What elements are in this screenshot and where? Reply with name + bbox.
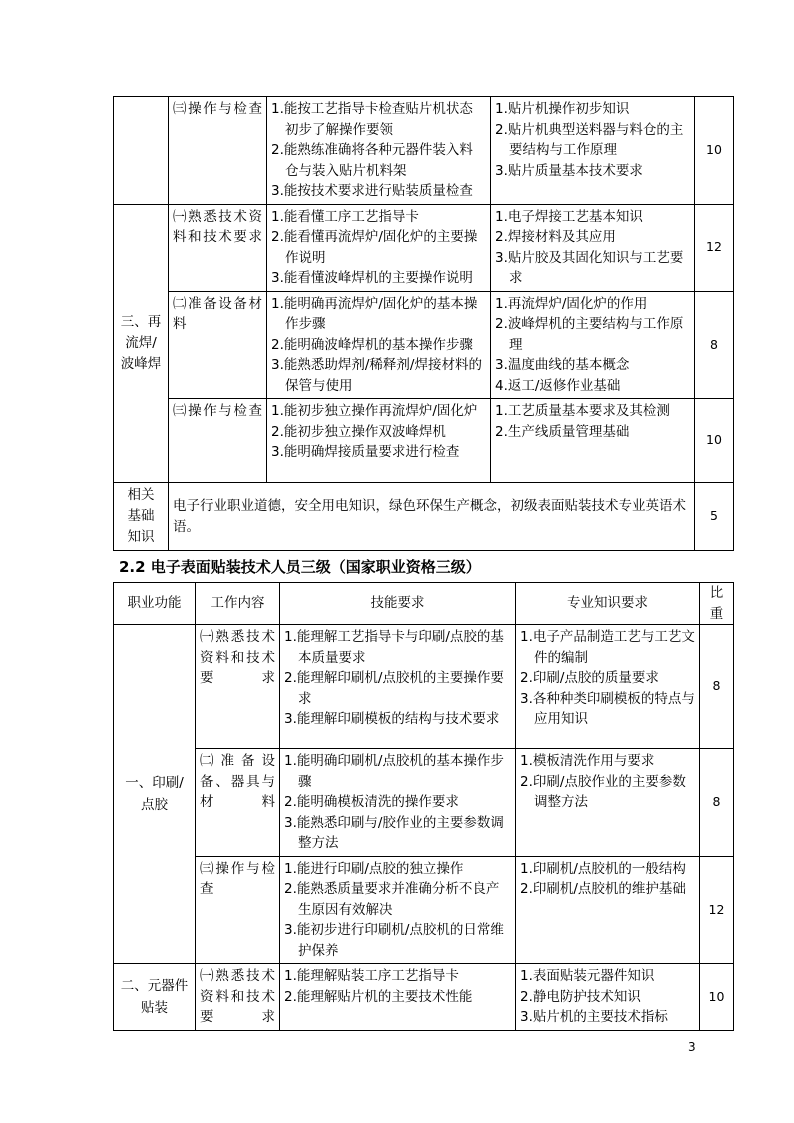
related-knowledge-label: 相关基础知识 xyxy=(114,483,169,551)
skill-item: 1.能明确再流焊炉/固化炉的基本操作步骤 xyxy=(271,295,478,332)
knowledge-item: 3.贴片机的主要技术指标 xyxy=(520,1009,668,1025)
table-row xyxy=(114,291,734,399)
knowledge-cell xyxy=(516,964,700,1031)
section-heading: 2.2 电子表面贴装技术人员三级（国家职业资格三级） xyxy=(119,558,481,576)
table-row xyxy=(114,856,734,964)
work-content-cell: ㈢操作与检查 xyxy=(196,856,280,964)
function-cell: 三、再流焊/波峰焊 xyxy=(114,204,169,483)
knowledge-item: 1.电子产品制造工艺与工艺文件的编制 xyxy=(520,629,695,666)
table-row xyxy=(114,97,734,205)
work-content-cell: ㈠熟悉技术资料和技术要求 xyxy=(169,204,267,291)
weight-cell: 8 xyxy=(695,291,734,399)
table-row xyxy=(114,749,734,857)
skill-item: 1.能明确印刷机/点胶机的基本操作步骤 xyxy=(284,753,504,790)
knowledge-item: 1.电子焊接工艺基本知识 xyxy=(495,208,643,225)
header-content: 工作内容 xyxy=(196,583,280,625)
skill-item: 1.能初步独立操作再流焊炉/固化炉 xyxy=(271,403,478,419)
skills-cell xyxy=(267,204,491,291)
knowledge-cell xyxy=(516,856,700,964)
weight-cell: 8 xyxy=(700,749,734,857)
skills-cell xyxy=(280,964,516,1031)
knowledge-item: 1.再流焊炉/固化炉的作用 xyxy=(495,295,648,312)
knowledge-cell xyxy=(491,204,695,291)
work-content-cell: ㈠熟悉技术资料和技术要求 xyxy=(196,625,280,749)
skill-item: 2.能看懂再流焊炉/固化炉的主要操作说明 xyxy=(271,229,478,266)
knowledge-cell xyxy=(491,399,695,483)
weight-cell: 12 xyxy=(695,204,734,291)
knowledge-item: 2.贴片机典型送料器与料仓的主要结构与工作原理 xyxy=(495,121,684,158)
function-cell: 一、印刷/点胶 xyxy=(114,625,196,964)
knowledge-item: 4.返工/返修作业基础 xyxy=(495,377,621,394)
skill-item: 2.能熟练准确将各种元器件装入料仓与装入贴片机料架 xyxy=(271,142,473,179)
skill-item: 3.能初步进行印刷机/点胶机的日常维护保养 xyxy=(284,922,504,959)
knowledge-cell xyxy=(491,97,695,205)
work-content-cell: ㈡准备设备材料 xyxy=(169,291,267,399)
knowledge-item: 2.焊接材料及其应用 xyxy=(495,229,616,245)
table-header-row xyxy=(114,583,734,625)
work-content-cell: ㈢操作与检查 xyxy=(169,399,267,483)
weight-cell: 10 xyxy=(700,964,734,1031)
knowledge-item: 2.印刷/点胶的质量要求 xyxy=(520,670,659,686)
skills-cell xyxy=(280,856,516,964)
table-row xyxy=(114,204,734,291)
knowledge-item: 1.表面贴装元器件知识 xyxy=(520,968,655,984)
skills-table-level3 xyxy=(113,582,734,1031)
weight-cell: 10 xyxy=(695,97,734,205)
function-cell: 二、元器件贴装 xyxy=(114,964,196,1031)
skills-table-level4-continuation xyxy=(113,96,734,551)
knowledge-cell xyxy=(516,749,700,857)
header-knowledge: 专业知识要求 xyxy=(516,583,700,625)
knowledge-item: 2.静电防护技术知识 xyxy=(520,988,641,1005)
header-skills: 技能要求 xyxy=(280,583,516,625)
knowledge-item: 3.贴片质量基本技术要求 xyxy=(495,162,643,179)
knowledge-item: 1.印刷机/点胶机的一般结构 xyxy=(520,860,686,877)
skills-cell xyxy=(280,625,516,749)
skills-cell xyxy=(267,399,491,483)
knowledge-item: 3.贴片胶及其固化知识与工艺要求 xyxy=(495,249,684,286)
weight-cell: 10 xyxy=(695,399,734,483)
skill-item: 1.能按工艺指导卡检查贴片机状态初步了解操作要领 xyxy=(271,101,473,138)
skill-item: 2.能明确模板清洗的操作要求 xyxy=(284,794,459,810)
skill-item: 3.能熟悉印刷与/胶作业的主要参数调整方法 xyxy=(284,814,504,851)
skill-item: 1.能看懂工序工艺指导卡 xyxy=(271,208,419,225)
knowledge-item: 1.贴片机操作初步知识 xyxy=(495,101,630,117)
skill-item: 3.能理解印刷模板的结构与技术要求 xyxy=(284,711,500,727)
related-knowledge-text: 电子行业职业道德，安全用电知识，绿色环保生产概念，初级表面贴装技术专业英语术语。 xyxy=(169,483,695,551)
knowledge-item: 3.各种种类印刷模板的特点与应用知识 xyxy=(520,690,695,727)
work-content-cell: ㈡准备设备、器具与材料 xyxy=(196,749,280,857)
table-row xyxy=(114,399,734,483)
skill-item: 3.能明确焊接质量要求进行检查 xyxy=(271,444,460,460)
function-cell-empty xyxy=(114,97,169,205)
knowledge-cell xyxy=(491,291,695,399)
table-row xyxy=(114,625,734,749)
weight-cell: 12 xyxy=(700,856,734,964)
knowledge-item: 1.模板清洗作用与要求 xyxy=(520,753,655,769)
knowledge-item: 2.印刷/点胶作业的主要参数调整方法 xyxy=(520,773,686,810)
knowledge-item: 2.印刷机/点胶机的维护基础 xyxy=(520,881,686,897)
table-row xyxy=(114,483,734,551)
weight-cell: 8 xyxy=(700,625,734,749)
skill-item: 1.能理解贴装工序工艺指导卡 xyxy=(284,968,459,984)
page-number: 3 xyxy=(688,1040,696,1054)
skill-item: 1.能进行印刷/点胶的独立操作 xyxy=(284,860,464,877)
skill-item: 3.能看懂波峰焊机的主要操作说明 xyxy=(271,270,473,286)
knowledge-item: 1.工艺质量基本要求及其检测 xyxy=(495,403,670,419)
skill-item: 2.能熟悉质量要求并准确分析不良产生原因有效解决 xyxy=(284,881,500,918)
header-weight: 比重 xyxy=(700,583,734,625)
knowledge-item: 2.生产线质量管理基础 xyxy=(495,423,630,440)
knowledge-item: 2.波峰焊机的主要结构与工作原理 xyxy=(495,316,684,353)
skills-cell xyxy=(267,291,491,399)
skill-item: 2.能明确波峰焊机的基本操作步骤 xyxy=(271,336,473,353)
knowledge-item: 3.温度曲线的基本概念 xyxy=(495,357,630,373)
header-function: 职业功能 xyxy=(114,583,196,625)
work-content-cell: ㈢操作与检查 xyxy=(169,97,267,205)
skill-item: 1.能理解工艺指导卡与印刷/点胶的基本质量要求 xyxy=(284,629,504,666)
skills-cell xyxy=(267,97,491,205)
skill-item: 2.能初步独立操作双波峰焊机 xyxy=(271,423,446,440)
weight-cell: 5 xyxy=(695,483,734,551)
knowledge-cell xyxy=(516,625,700,749)
skill-item: 3.能熟悉助焊剂/稀释剂/焊接材料的保管与使用 xyxy=(271,357,482,394)
work-content-cell: ㈠熟悉技术资料和技术要求 xyxy=(196,964,280,1031)
skill-item: 2.能理解印刷机/点胶机的主要操作要求 xyxy=(284,670,504,707)
skill-item: 3.能按技术要求进行贴装质量检查 xyxy=(271,183,473,199)
table-row xyxy=(114,964,734,1031)
skill-item: 2.能理解贴片机的主要技术性能 xyxy=(284,988,473,1005)
skills-cell xyxy=(280,749,516,857)
